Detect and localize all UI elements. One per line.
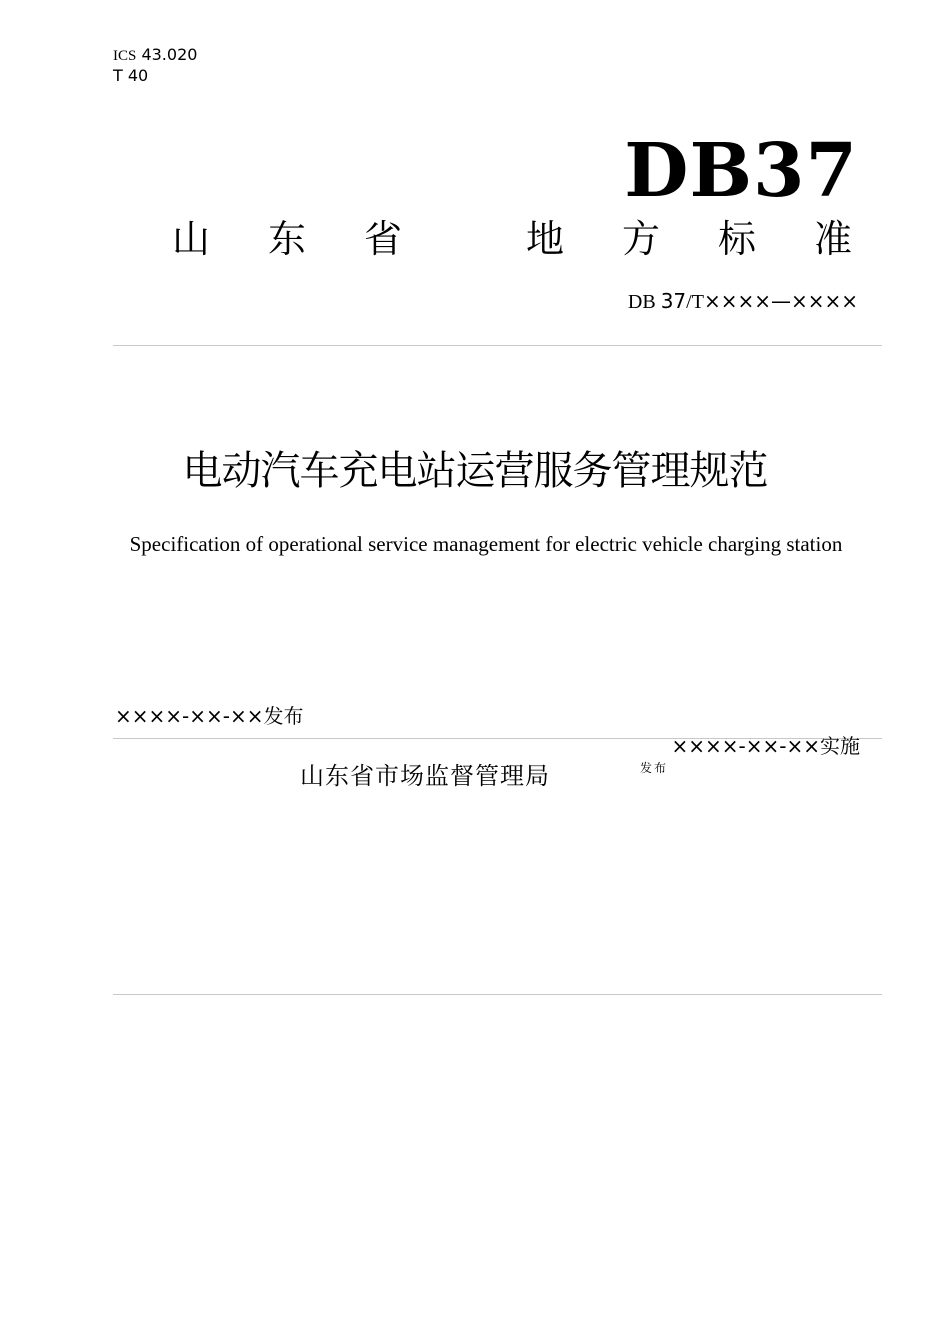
- standard-type-char: 山: [172, 217, 211, 261]
- standard-type-char: 省: [364, 217, 403, 261]
- document-title-en: Specification of operational service management for electric vehicle charging station: [129, 532, 843, 556]
- standard-number-type: /T: [686, 291, 704, 313]
- ics-label: ICS: [113, 48, 137, 64]
- standard-number-serial: ××××—××××: [703, 289, 858, 313]
- standard-type-char: 东: [268, 217, 307, 261]
- document-title-cn: 电动汽车充电站运营服务管理规范: [182, 448, 768, 494]
- standard-type-char: 地: [526, 217, 565, 261]
- divider-top: [113, 345, 882, 346]
- issuing-authority: 山东省市场监督管理局: [300, 762, 550, 790]
- standard-number-prefix: DB: [627, 291, 661, 313]
- standard-number: [628, 288, 858, 315]
- standard-number-region: 37: [660, 289, 687, 313]
- publish-date: ××××-××-××发布: [115, 704, 304, 728]
- divider-bottom: [113, 994, 882, 995]
- classification-code: T 40: [113, 66, 149, 85]
- standard-type-char: 方: [622, 217, 661, 261]
- standard-type: [172, 216, 862, 262]
- ics-line: [113, 46, 197, 65]
- ics-code: 43.020: [141, 45, 198, 64]
- standard-type-char: 标: [718, 217, 757, 261]
- effective-date: ××××-××-××实施: [671, 734, 860, 758]
- standard-type-char: 准: [814, 217, 853, 261]
- db37-logo: DB37: [624, 128, 858, 214]
- issuing-authority-suffix: 发布: [640, 761, 669, 775]
